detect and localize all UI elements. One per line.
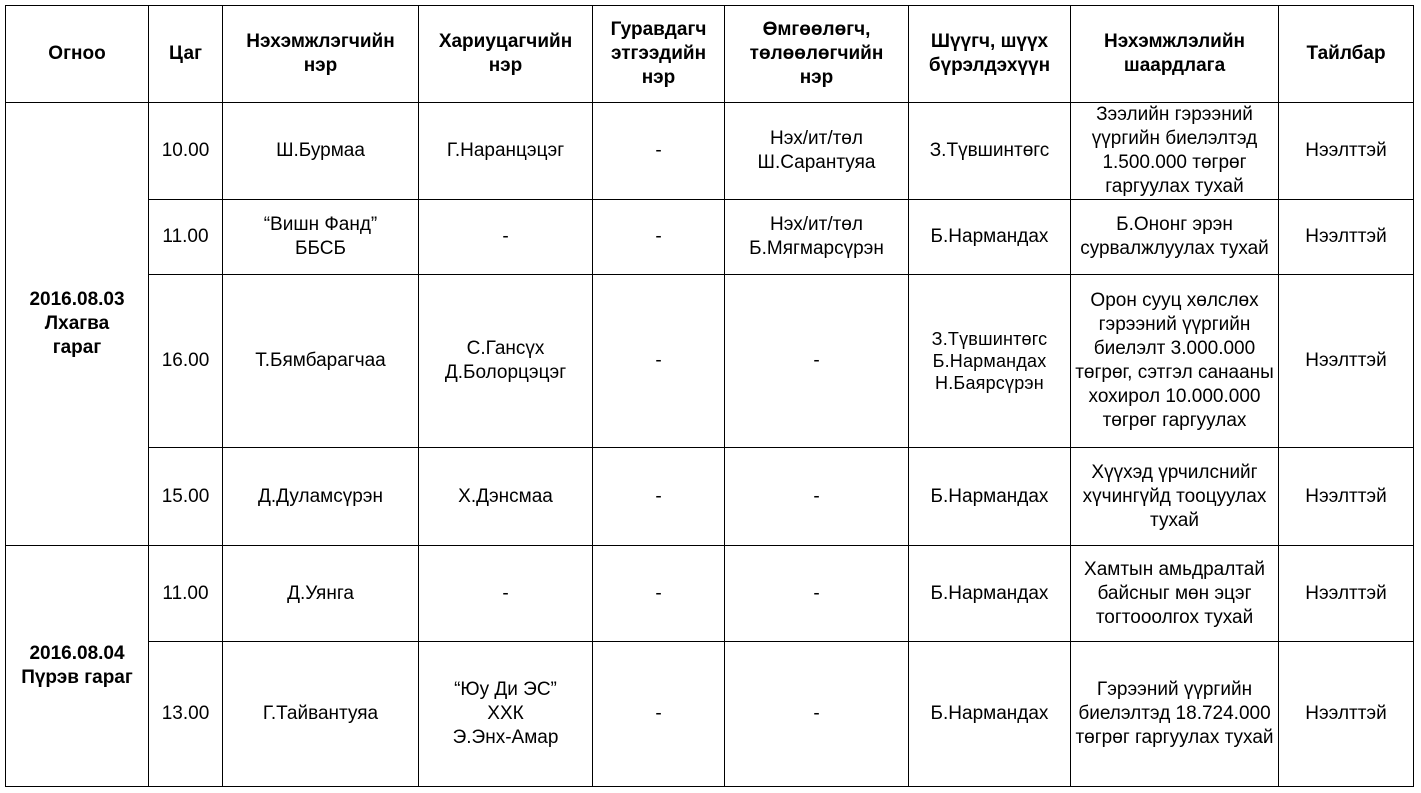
judge-cell: Б.Нармандах bbox=[909, 448, 1071, 546]
table-row bbox=[6, 103, 1414, 200]
note-cell: Нээлттэй bbox=[1279, 200, 1414, 275]
time-cell: 15.00 bbox=[149, 448, 223, 546]
date-cell-day2: 2016.08.04 Пүрэв гараг bbox=[6, 546, 149, 787]
header-defendant: Хариуцагчийн нэр bbox=[419, 6, 593, 103]
judge-cell: З.Түвшинтөгс bbox=[909, 103, 1071, 200]
date-cell-day1: 2016.08.03 Лхагва гараг bbox=[6, 103, 149, 546]
table-row bbox=[6, 642, 1414, 787]
defendant-cell: Г.Наранцэцэг bbox=[419, 103, 593, 200]
header-claim: Нэхэмжлэлийн шаардлага bbox=[1071, 6, 1279, 103]
plaintiff-cell: Д.Дуламсүрэн bbox=[223, 448, 419, 546]
judge-cell: Б.Нармандах bbox=[909, 546, 1071, 642]
header-date: Огноо bbox=[6, 6, 149, 103]
advocate-cell: - bbox=[725, 546, 909, 642]
judge-cell: Б.Нармандах bbox=[909, 642, 1071, 787]
time-cell: 11.00 bbox=[149, 546, 223, 642]
plaintiff-cell: Ш.Бурмаа bbox=[223, 103, 419, 200]
third-party-cell: - bbox=[593, 103, 725, 200]
third-party-cell: - bbox=[593, 448, 725, 546]
court-schedule-table bbox=[5, 5, 1414, 787]
note-cell: Нээлттэй bbox=[1279, 546, 1414, 642]
claim-cell: Орон сууц хөлслөх гэрээний үүргийн биелэлт 3.000.000 төгрөг, сэтгэл санааны хохирол 10.000.000 төгрөг гаргуулах bbox=[1071, 275, 1279, 448]
time-cell: 11.00 bbox=[149, 200, 223, 275]
defendant-cell: С.Гансүх Д.Болорцэцэг bbox=[419, 275, 593, 448]
header-judge: Шүүгч, шүүх бүрэлдэхүүн bbox=[909, 6, 1071, 103]
judge-cell: Б.Нармандах bbox=[909, 200, 1071, 275]
third-party-cell: - bbox=[593, 275, 725, 448]
table-row bbox=[6, 275, 1414, 448]
header-time: Цаг bbox=[149, 6, 223, 103]
judge-panel-cell: З.Түвшинтөгс Б.Нармандах Н.Баярсүрэн bbox=[909, 275, 1071, 448]
header-note: Тайлбар bbox=[1279, 6, 1414, 103]
table-row bbox=[6, 448, 1414, 546]
claim-cell: Хамтын амьдралтай байсныг мөн эцэг тогтооолгох тухай bbox=[1071, 546, 1279, 642]
header-row bbox=[6, 6, 1414, 103]
time-cell: 16.00 bbox=[149, 275, 223, 448]
plaintiff-cell: Г.Тайвантуяа bbox=[223, 642, 419, 787]
plaintiff-cell: Т.Бямбарагчаа bbox=[223, 275, 419, 448]
note-cell: Нээлттэй bbox=[1279, 275, 1414, 448]
table-row bbox=[6, 200, 1414, 275]
advocate-cell: Нэх/ит/төл Ш.Сарантуяа bbox=[725, 103, 909, 200]
advocate-cell: - bbox=[725, 275, 909, 448]
third-party-cell: - bbox=[593, 642, 725, 787]
defendant-cell: Х.Дэнсмаа bbox=[419, 448, 593, 546]
claim-cell: Зээлийн гэрээний үүргийн биелэлтэд 1.500.000 төгрөг гаргуулах тухай bbox=[1071, 103, 1279, 200]
plaintiff-cell: “Вишн Фанд” ББСБ bbox=[223, 200, 419, 275]
header-advocate: Өмгөөлөгч, төлөөлөгчийн нэр bbox=[725, 6, 909, 103]
advocate-cell: - bbox=[725, 642, 909, 787]
plaintiff-cell: Д.Уянга bbox=[223, 546, 419, 642]
defendant-cell: - bbox=[419, 546, 593, 642]
third-party-cell: - bbox=[593, 546, 725, 642]
claim-cell: Б.Ононг эрэн сурвалжлуулах тухай bbox=[1071, 200, 1279, 275]
note-cell: Нээлттэй bbox=[1279, 642, 1414, 787]
note-cell: Нээлттэй bbox=[1279, 448, 1414, 546]
advocate-cell: Нэх/ит/төл Б.Мягмарсүрэн bbox=[725, 200, 909, 275]
claim-cell: Гэрээний үүргийн биелэлтэд 18.724.000 төгрөг гаргуулах тухай bbox=[1071, 642, 1279, 787]
claim-cell: Хүүхэд үрчилснийг хүчингүйд тооцуулах тухай bbox=[1071, 448, 1279, 546]
advocate-cell: - bbox=[725, 448, 909, 546]
time-cell: 10.00 bbox=[149, 103, 223, 200]
defendant-cell: “Юу Ди ЭС” ХХК Э.Энх-Амар bbox=[419, 642, 593, 787]
time-cell: 13.00 bbox=[149, 642, 223, 787]
note-cell: Нээлттэй bbox=[1279, 103, 1414, 200]
third-party-cell: - bbox=[593, 200, 725, 275]
table-row bbox=[6, 546, 1414, 642]
header-plaintiff: Нэхэмжлэгчийн нэр bbox=[223, 6, 419, 103]
header-third-party: Гуравдагч этгээдийн нэр bbox=[593, 6, 725, 103]
defendant-cell: - bbox=[419, 200, 593, 275]
